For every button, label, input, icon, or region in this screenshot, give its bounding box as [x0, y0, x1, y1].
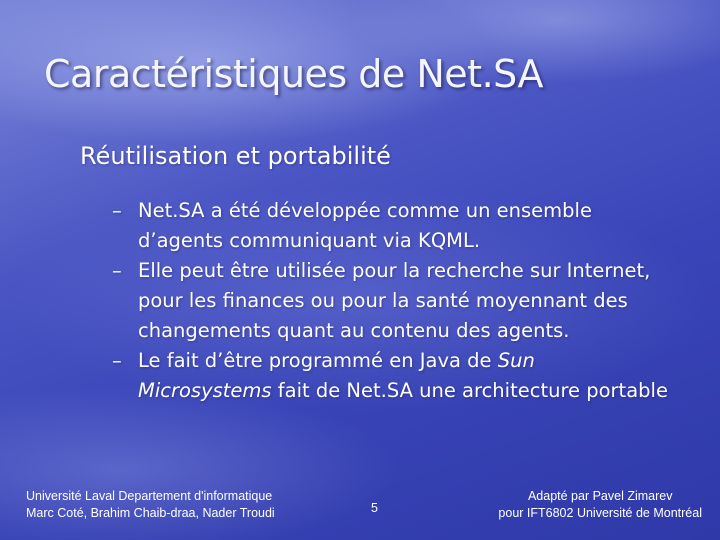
subheading: Réutilisation et portabilité [80, 142, 391, 170]
bullet-item [112, 346, 672, 406]
bullet-text-after: fait de Net.SA une architecture portable [271, 379, 668, 402]
bullet-text-italic: Sun Microsystems [138, 349, 535, 402]
footer-right-line1: Adapté par Pavel Zimarev [527, 489, 673, 503]
bullet-item [112, 196, 672, 256]
bullet-text-before: Le fait d’être programmé en Java de [138, 349, 498, 372]
page-number: 5 [371, 501, 378, 515]
dash-marker: – [112, 349, 122, 372]
footer-right-line2: pour IFT6802 Université de Montréal [498, 506, 702, 520]
footer-right [498, 488, 702, 522]
bullet-text: Net.SA a été développée comme un ensemble d’agents communiquant via KQML. [138, 199, 592, 252]
bullet-list [112, 196, 672, 406]
footer-left-line2: Marc Coté, Brahim Chaib-draa, Nader Troudi [26, 506, 275, 520]
slide-title: Caractéristiques de Net.SA [44, 52, 543, 96]
bullet-text: Elle peut être utilisée pour la recherche sur Internet, pour les finances ou pour la santé moyennant des changements quant au contenu des agents. [138, 259, 651, 342]
dash-marker: – [112, 259, 122, 282]
footer-left [26, 488, 275, 522]
footer-left-line1: Université Laval Departement d'informatique [26, 489, 273, 503]
bullet-item [112, 256, 672, 346]
dash-marker: – [112, 199, 122, 222]
